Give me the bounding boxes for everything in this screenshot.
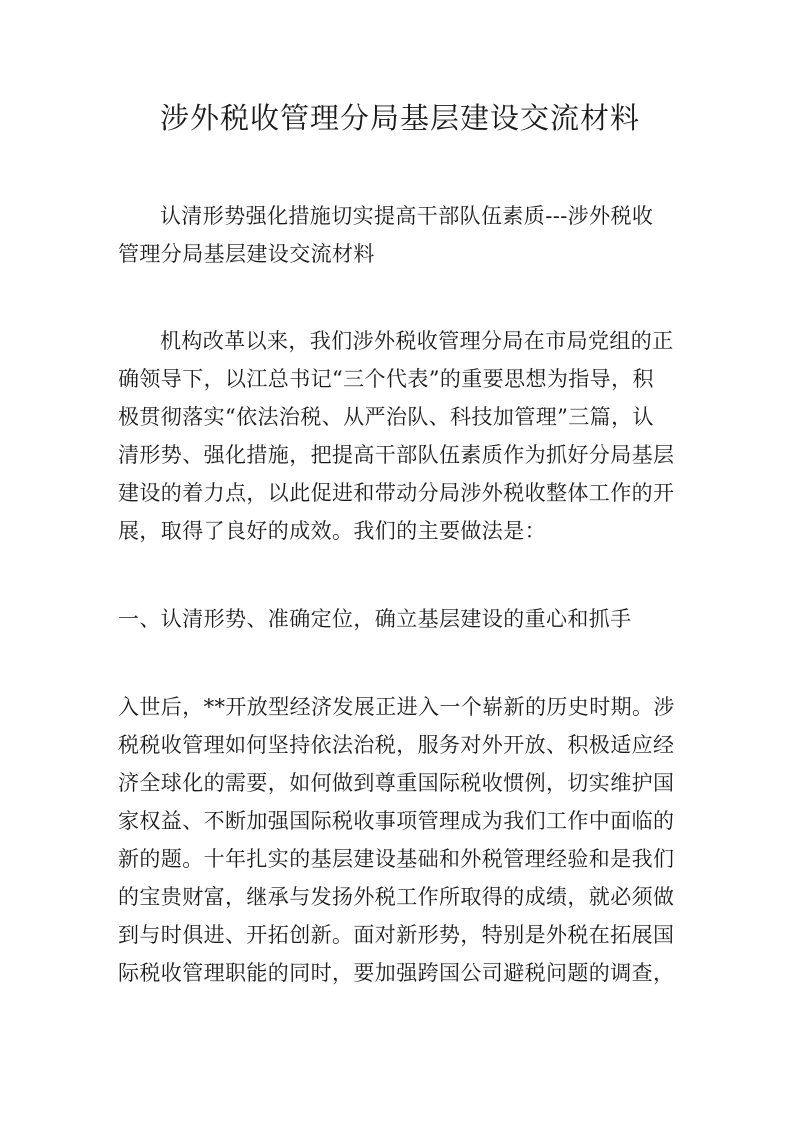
body-paragraph-line: 济全球化的需要，如何做到尊重国际税收惯例，切实维护国 (118, 771, 675, 795)
intro-paragraph-line: 展，取得了良好的成效。我们的主要做法是： (118, 519, 546, 543)
intro-paragraph-line: 清形势、强化措施，把提高干部队伍素质作为抓好分局基层 (118, 443, 675, 467)
document-title: 涉外税收管理分局基层建设交流材料 (159, 101, 640, 135)
body-paragraph-line: 税税收管理如何坚持依法治税，服务对外开放、积极适应经 (118, 733, 675, 757)
body-paragraph-line: 际税收管理职能的同时，要加强跨国公司避税问题的调查， (118, 961, 675, 985)
body-paragraph-line: 新的题。十年扎实的基层建设基础和外税管理经验和是我们 (118, 847, 675, 871)
body-paragraph-line: 到与时俱进、开拓创新。面对新形势，特别是外税在拓展国 (118, 923, 675, 947)
intro-paragraph-line: 极贯彻落实“依法治税、从严治队、科技加管理”三篇，认 (118, 405, 654, 429)
subtitle-line: 认清形势强化措施切实提高干部队伍素质---涉外税收 (160, 204, 654, 228)
body-paragraph-line: 的宝贵财富，继承与发扬外税工作所取得的成绩，就必须做 (118, 885, 675, 909)
intro-paragraph-line: 确领导下，以江总书记“三个代表”的重要思想为指导，积 (118, 367, 654, 391)
body-paragraph-line: 入世后，**开放型经济发展正进入一个崭新的历史时期。涉 (118, 695, 675, 719)
intro-paragraph-line: 机构改革以来，我们涉外税收管理分局在市局党组的正 (160, 329, 674, 353)
subtitle-line: 管理分局基层建设交流材料 (118, 242, 375, 266)
intro-paragraph-line: 建设的着力点，以此促进和带动分局涉外税收整体工作的开 (118, 481, 675, 505)
body-paragraph-line: 家权益、不断加强国际税收事项管理成为我们工作中面临的 (118, 809, 675, 833)
section-heading: 一、认清形势、准确定位，确立基层建设的重心和抓手 (118, 607, 632, 631)
